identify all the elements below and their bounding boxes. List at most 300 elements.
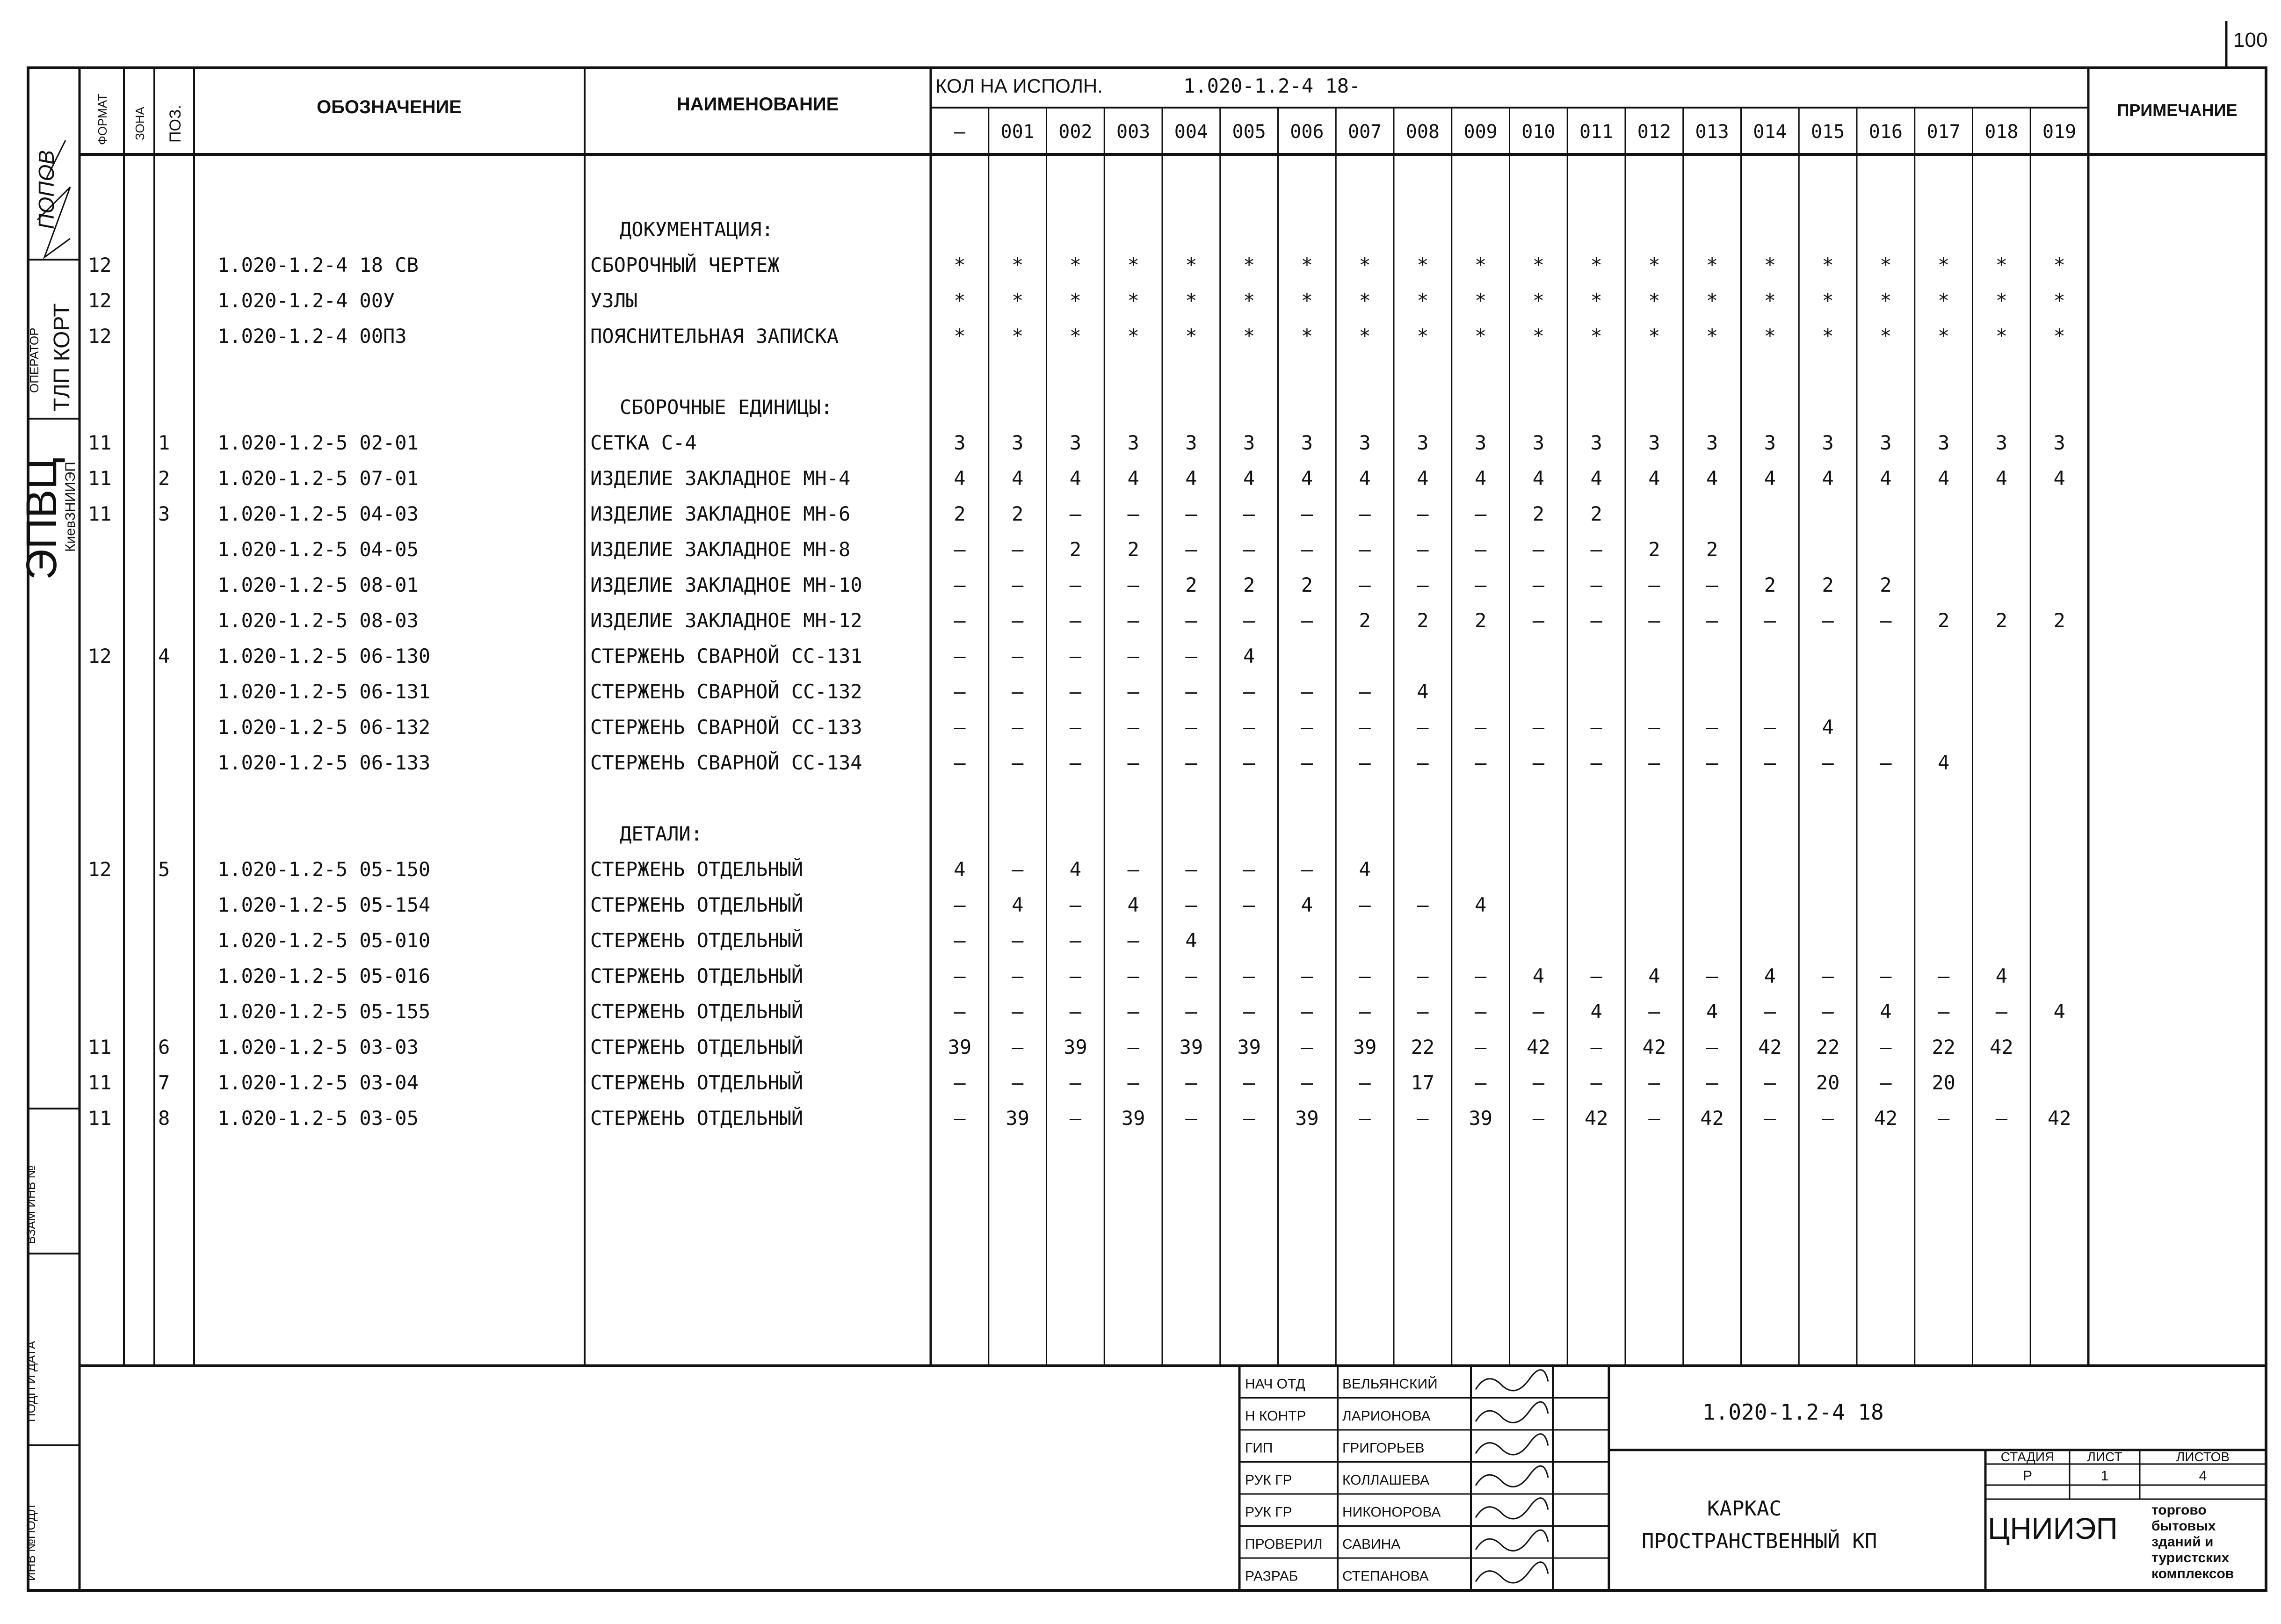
table-row	[88, 1106, 2071, 1130]
qty-cell: –	[1706, 609, 1718, 632]
qty-cell: *	[954, 289, 966, 312]
qty-cell: –	[1417, 751, 1429, 774]
sheet-value: 1	[2100, 1468, 2109, 1484]
qty-cell: 4	[1359, 467, 1371, 490]
qty-cell: 2	[1243, 573, 1255, 596]
row-designation: 1.020-1.2-4 00ПЗ	[217, 325, 407, 348]
qty-cell: –	[1822, 1107, 1834, 1130]
row-designation: 1.020-1.2-5 03-05	[217, 1107, 419, 1130]
qty-cell: 4	[1764, 467, 1776, 490]
signature	[1476, 1530, 1548, 1551]
qty-cell: –	[1069, 573, 1082, 596]
qty-cell: –	[1127, 680, 1139, 703]
qty-cell: –	[1185, 502, 1197, 525]
qty-cell: *	[1301, 325, 1313, 348]
row-position: 7	[158, 1071, 170, 1094]
qty-cell: 4	[1185, 467, 1197, 490]
qty-cell: *	[1706, 325, 1718, 348]
qty-cell: *	[1648, 254, 1660, 276]
qty-cell: –	[1532, 538, 1545, 561]
row-name: СБОРОЧНЫЙ ЧЕРТЕЖ	[590, 254, 780, 276]
table-row	[217, 680, 1429, 703]
row-designation: 1.020-1.2-5 05-016	[217, 964, 431, 987]
qty-cell: *	[1185, 325, 1197, 348]
qty-cell: 3	[1474, 431, 1487, 454]
qty-cell: *	[1706, 289, 1718, 312]
qty-cell: –	[1417, 1000, 1429, 1023]
qty-cell: 4	[1937, 467, 1950, 490]
header-format: ФОРМАТ	[95, 94, 109, 145]
row-designation: 1.020-1.2-5 05-010	[217, 929, 431, 952]
qty-cell: –	[1301, 680, 1313, 703]
qty-cell: 4	[1764, 964, 1776, 987]
table-row	[88, 325, 2065, 348]
qty-cell: –	[1301, 716, 1313, 739]
signer-name: САВИНА	[1342, 1537, 1401, 1552]
row-name: СТЕРЖЕНЬ СВАРНОЙ СС-133	[590, 716, 862, 739]
row-name: СТЕРЖЕНЬ СВАРНОЙ СС-131	[590, 645, 862, 667]
qty-cell: 4	[1069, 858, 1082, 881]
qty-cell: 17	[1411, 1071, 1435, 1094]
qty-cell: 3	[2053, 431, 2065, 454]
qty-cell: 4	[1185, 929, 1197, 952]
row-position: 3	[158, 502, 170, 525]
signer-role: ПРОВЕРИЛ	[1245, 1537, 1323, 1552]
title-line-1: КАРКАС	[1707, 1497, 1781, 1521]
qty-cell: 3	[1590, 431, 1602, 454]
qty-cell: 4	[1127, 893, 1139, 916]
qty-cell: 2	[1590, 502, 1602, 525]
qty-cell: 4	[1243, 467, 1255, 490]
qty-cell: 42	[1758, 1036, 1782, 1058]
qty-cell: *	[1822, 289, 1834, 312]
qty-cell: –	[1127, 1036, 1139, 1058]
signature	[1476, 1434, 1548, 1455]
qty-cell: *	[1532, 254, 1545, 276]
qty-cell: 39	[1353, 1036, 1377, 1058]
row-designation: 1.020-1.2-5 06-133	[217, 751, 431, 774]
qty-cell: –	[1185, 964, 1197, 987]
qty-cell: 4	[1937, 751, 1950, 774]
qty-cell: –	[1127, 573, 1139, 596]
qty-cell: *	[1648, 325, 1660, 348]
row-format: 11	[88, 502, 112, 525]
row-name: СТЕРЖЕНЬ ОТДЕЛЬНЫЙ	[590, 893, 804, 916]
qty-cell: –	[1011, 964, 1024, 987]
qty-cell: –	[1880, 1071, 1892, 1094]
qty-cell: –	[1764, 609, 1776, 632]
qty-cell: –	[1185, 751, 1197, 774]
qty-cell: –	[954, 609, 966, 632]
qty-cell: *	[1880, 254, 1892, 276]
stage-value: Р	[2022, 1468, 2033, 1484]
qty-cell: 3	[1185, 431, 1197, 454]
row-name: ПОЯСНИТЕЛЬНАЯ ЗАПИСКА	[590, 325, 839, 348]
qty-cell: –	[1069, 929, 1082, 952]
row-name: СТЕРЖЕНЬ ОТДЕЛЬНЫЙ	[590, 1071, 804, 1094]
title-line-2: ПРОСТРАНСТВЕННЫЙ КП	[1642, 1530, 1877, 1553]
qty-cell: –	[1127, 858, 1139, 881]
qty-cell: –	[1995, 1107, 2008, 1130]
qty-cell: 3	[1011, 431, 1024, 454]
row-designation: 1.020-1.2-5 03-03	[217, 1036, 419, 1058]
qty-cell: 3	[1822, 431, 1834, 454]
qty-cell: 4	[1301, 467, 1313, 490]
qty-cell: *	[1532, 325, 1545, 348]
qty-cell: –	[1590, 1036, 1602, 1058]
table-row	[217, 538, 1718, 561]
qty-cell: 39	[1179, 1036, 1203, 1058]
row-position: 8	[158, 1107, 170, 1130]
qty-cell: 3	[1995, 431, 2008, 454]
qty-cell: –	[1764, 1000, 1776, 1023]
qty-cell: *	[1706, 254, 1718, 276]
qty-cell: *	[1011, 289, 1024, 312]
qty-cell: –	[1243, 1107, 1255, 1130]
table-row	[88, 502, 1602, 525]
qty-cell: –	[1069, 751, 1082, 774]
qty-cell: –	[1069, 609, 1082, 632]
row-designation: 1.020-1.2-5 08-01	[217, 573, 419, 596]
qty-cell: –	[1359, 538, 1371, 561]
qty-cell: 2	[1880, 573, 1892, 596]
qty-cell: –	[1706, 716, 1718, 739]
qty-cell: 2	[1648, 538, 1660, 561]
qty-cell: *	[1880, 289, 1892, 312]
row-designation: 1.020-1.2-5 02-01	[217, 431, 419, 454]
qty-cell: *	[1764, 254, 1776, 276]
qty-cell: 4	[1069, 467, 1082, 490]
qty-cell: –	[954, 1000, 966, 1023]
qty-cell: –	[1243, 716, 1255, 739]
qty-cell: 3	[1532, 431, 1545, 454]
qty-cell: –	[1532, 609, 1545, 632]
qty-cell: 4	[1243, 645, 1255, 667]
qty-cell: 4	[1822, 716, 1834, 739]
qty-cell: –	[1127, 929, 1139, 952]
header-zone: ЗОНА	[133, 107, 147, 140]
qty-cell: –	[1301, 502, 1313, 525]
row-name: ИЗДЕЛИЕ ЗАКЛАДНОЕ МН-6	[590, 502, 851, 525]
sheets-value: 4	[2199, 1468, 2207, 1484]
row-name: ИЗДЕЛИЕ ЗАКЛАДНОЕ МН-10	[590, 573, 862, 596]
row-name: СТЕРЖЕНЬ ОТДЕЛЬНЫЙ	[590, 1036, 804, 1058]
qty-cell: *	[1069, 254, 1082, 276]
header-qty-doc: 1.020-1.2-4 18-	[1183, 74, 1361, 97]
qty-cell: –	[954, 1107, 966, 1130]
qty-cell: 4	[1532, 467, 1545, 490]
qty-cell: *	[1822, 254, 1834, 276]
row-name: СТЕРЖЕНЬ ОТДЕЛЬНЫЙ	[590, 964, 804, 987]
qty-cell: –	[1185, 858, 1197, 881]
qty-cell: *	[1127, 289, 1139, 312]
qty-cell: –	[1359, 573, 1371, 596]
qty-cell: –	[1880, 609, 1892, 632]
qty-cell: 2	[1764, 573, 1776, 596]
row-name: СТЕРЖЕНЬ ОТДЕЛЬНЫЙ	[590, 1000, 804, 1023]
qty-cell: 3	[1648, 431, 1660, 454]
qty-cell: 3	[1069, 431, 1082, 454]
qty-cell: –	[1127, 716, 1139, 739]
qty-column-header: 008	[1405, 121, 1440, 143]
qty-cell: –	[1243, 1071, 1255, 1094]
row-designation: 1.020-1.2-5 05-150	[217, 858, 431, 881]
table-row	[88, 1035, 2013, 1058]
qty-cell: –	[1185, 1107, 1197, 1130]
qty-column-header: 016	[1868, 121, 1903, 143]
row-designation: 1.020-1.2-5 03-04	[217, 1071, 419, 1094]
margin-author: ПОПОВ	[34, 150, 58, 229]
qty-cell: *	[1011, 325, 1024, 348]
qty-column-header: 015	[1811, 121, 1845, 143]
qty-cell: –	[1185, 893, 1197, 916]
qty-cell: –	[1243, 680, 1255, 703]
row-position: 1	[158, 431, 170, 454]
table-row	[88, 253, 2065, 276]
qty-cell: 39	[1064, 1036, 1087, 1058]
signer-role: Н КОНТР	[1245, 1408, 1306, 1424]
qty-cell: *	[1995, 254, 2008, 276]
qty-cell: –	[1532, 1107, 1545, 1130]
qty-cell: 4	[1648, 964, 1660, 987]
qty-cell: –	[1590, 751, 1602, 774]
qty-cell: 4	[1474, 893, 1487, 916]
qty-cell: *	[1359, 289, 1371, 312]
row-designation: 1.020-1.2-4 00У	[217, 289, 395, 312]
org-subtitle-line: комплексов	[2151, 1566, 2234, 1581]
qty-cell: –	[1359, 893, 1371, 916]
qty-cell: *	[1243, 325, 1255, 348]
qty-cell: –	[1937, 1107, 1950, 1130]
qty-cell: *	[1301, 289, 1313, 312]
qty-cell: –	[1417, 538, 1429, 561]
qty-cell: –	[1417, 716, 1429, 739]
qty-cell: –	[1301, 964, 1313, 987]
qty-cell: –	[1880, 1036, 1892, 1058]
qty-cell: –	[1764, 751, 1776, 774]
qty-cell: –	[1532, 573, 1545, 596]
qty-cell: –	[1532, 751, 1545, 774]
qty-cell: 42	[1874, 1107, 1898, 1130]
qty-cell: –	[1474, 502, 1487, 525]
qty-cell: –	[1127, 609, 1139, 632]
qty-cell: 4	[1532, 964, 1545, 987]
margin-evc: ЭПВЦ	[18, 457, 65, 580]
table-row	[217, 751, 1949, 774]
row-format: 11	[88, 1036, 112, 1058]
row-designation: 1.020-1.2-5 04-03	[217, 502, 419, 525]
row-name: ИЗДЕЛИЕ ЗАКЛАДНОЕ МН-12	[590, 609, 862, 632]
header-remarks: ПРИМЕЧАНИЕ	[2117, 101, 2238, 120]
qty-column-lines	[989, 108, 2031, 1366]
qty-cell: 4	[954, 858, 966, 881]
table-row	[217, 573, 1892, 596]
qty-cell: 2	[1301, 573, 1313, 596]
qty-cell: –	[1937, 964, 1950, 987]
qty-cell: –	[1822, 751, 1834, 774]
qty-cell: *	[1417, 254, 1429, 276]
signer-name: ВЕЛЬЯНСКИЙ	[1342, 1376, 1438, 1392]
qty-cell: 3	[954, 431, 966, 454]
row-position: 2	[158, 467, 170, 490]
qty-cell: –	[1764, 1071, 1776, 1094]
qty-cell: –	[954, 538, 966, 561]
org-subtitle-line: бытовых	[2151, 1518, 2216, 1534]
qty-cell: –	[1359, 1071, 1371, 1094]
qty-cell: –	[1185, 1071, 1197, 1094]
margin-operator-org: ТЛП КОРТ	[50, 303, 74, 412]
qty-cell: –	[1185, 1000, 1197, 1023]
qty-cell: –	[954, 573, 966, 596]
qty-cell: *	[1590, 254, 1602, 276]
qty-cell: 3	[1764, 431, 1776, 454]
section-title: СБОРОЧНЫЕ ЕДИНИЦЫ:	[620, 396, 833, 419]
stage-label: СТАДИЯ	[2000, 1450, 2055, 1464]
qty-cell: 4	[1011, 467, 1024, 490]
qty-cell: 3	[1706, 431, 1718, 454]
qty-cell: –	[1243, 502, 1255, 525]
qty-cell: –	[1417, 964, 1429, 987]
qty-cell: 2	[1937, 609, 1950, 632]
qty-cell: –	[1011, 573, 1024, 596]
qty-column-header: 001	[1000, 121, 1035, 143]
qty-cell: –	[954, 645, 966, 667]
qty-cell: –	[1301, 1036, 1313, 1058]
header-name: НАИМЕНОВАНИЕ	[676, 94, 839, 115]
row-designation: 1.020-1.2-5 06-130	[217, 645, 431, 667]
qty-cell: *	[1590, 325, 1602, 348]
qty-cell: –	[1301, 538, 1313, 561]
qty-cell: –	[1243, 1000, 1255, 1023]
qty-cell: *	[1243, 289, 1255, 312]
qty-cell: 4	[1417, 680, 1429, 703]
qty-cell: *	[2053, 325, 2065, 348]
row-designation: 1.020-1.2-5 08-03	[217, 609, 419, 632]
row-position: 6	[158, 1036, 170, 1058]
qty-cell: –	[1359, 964, 1371, 987]
table-row	[217, 928, 1197, 952]
spec-rows	[88, 218, 2071, 1130]
qty-cell: –	[1127, 1000, 1139, 1023]
header-pos: ПОЗ.	[167, 105, 184, 143]
qty-column-header: 005	[1232, 121, 1266, 143]
qty-cell: *	[1822, 325, 1834, 348]
sheet-label: ЛИСТ	[2087, 1450, 2122, 1464]
qty-cell: 4	[1301, 893, 1313, 916]
qty-cell: –	[954, 1071, 966, 1094]
qty-column-header: 007	[1348, 121, 1382, 143]
qty-cell: 39	[1237, 1036, 1261, 1058]
qty-cell: –	[954, 680, 966, 703]
table-row	[88, 1071, 1955, 1094]
signer-role: РАЗРАБ	[1245, 1568, 1298, 1584]
qty-cell: *	[1127, 254, 1139, 276]
qty-cell: –	[1011, 1071, 1024, 1094]
qty-cell: –	[1243, 538, 1255, 561]
qty-cell: –	[1474, 716, 1487, 739]
qty-cell: 4	[1590, 467, 1602, 490]
qty-cell: –	[954, 716, 966, 739]
qty-cell: –	[1880, 964, 1892, 987]
org-subtitle-line: туристских	[2151, 1550, 2230, 1566]
row-format: 12	[88, 858, 112, 881]
qty-cell: –	[1301, 751, 1313, 774]
qty-cell: –	[1011, 538, 1024, 561]
section-title: ДОКУМЕНТАЦИЯ:	[620, 218, 774, 241]
qty-cell: *	[2053, 289, 2065, 312]
qty-cell: –	[1764, 1107, 1776, 1130]
qty-cell: 42	[1584, 1107, 1608, 1130]
row-designation: 1.020-1.2-5 06-131	[217, 680, 431, 703]
table-row	[217, 964, 2007, 987]
title-doc-number: 1.020-1.2-4 18	[1702, 1399, 1884, 1425]
qty-cell: –	[1069, 1000, 1082, 1023]
qty-column-header: 018	[1984, 121, 2019, 143]
qty-cell: –	[1822, 1000, 1834, 1023]
qty-cell: –	[1127, 502, 1139, 525]
qty-cell: 4	[1359, 858, 1371, 881]
qty-cell: –	[1590, 609, 1602, 632]
qty-cell: *	[1937, 289, 1950, 312]
qty-cell: –	[1706, 1036, 1718, 1058]
qty-cell: –	[1532, 716, 1545, 739]
qty-cell: –	[1069, 964, 1082, 987]
qty-cell: 2	[1706, 538, 1718, 561]
signature	[1476, 1466, 1548, 1486]
qty-cell: –	[1474, 751, 1487, 774]
qty-cell: –	[1011, 751, 1024, 774]
qty-column-header: 019	[2042, 121, 2077, 143]
qty-cell: –	[1127, 751, 1139, 774]
qty-cell: 20	[1816, 1071, 1840, 1094]
table-row	[620, 822, 702, 845]
qty-cell: *	[1764, 325, 1776, 348]
qty-cell: 4	[1706, 467, 1718, 490]
qty-cell: 4	[2053, 1000, 2065, 1023]
qty-cell: 3	[1880, 431, 1892, 454]
signer-name: ЛАРИОНОВА	[1342, 1408, 1431, 1424]
signer-role: ГИП	[1245, 1440, 1273, 1456]
qty-cell: –	[1648, 1107, 1660, 1130]
qty-cell: –	[1359, 1000, 1371, 1023]
row-designation: 1.020-1.2-5 06-132	[217, 716, 431, 739]
row-name: СТЕРЖЕНЬ ОТДЕЛЬНЫЙ	[590, 929, 804, 952]
signer-role: НАЧ ОТД	[1245, 1376, 1305, 1392]
qty-cell: *	[1474, 289, 1487, 312]
qty-cell: 39	[1006, 1107, 1029, 1130]
qty-cell: –	[954, 751, 966, 774]
row-name: УЗЛЫ	[590, 289, 638, 312]
qty-cell: –	[1069, 1071, 1082, 1094]
qty-cell: –	[1127, 964, 1139, 987]
qty-cell: 22	[1816, 1036, 1840, 1058]
page-number: 100	[2233, 29, 2268, 51]
qty-cell: –	[1127, 1071, 1139, 1094]
row-format: 11	[88, 431, 112, 454]
qty-cell: –	[1417, 573, 1429, 596]
qty-cell: –	[1127, 645, 1139, 667]
section-title: ДЕТАЛИ:	[620, 822, 703, 845]
row-designation: 1.020-1.2-5 07-01	[217, 467, 419, 490]
qty-cell: 42	[1700, 1107, 1724, 1130]
qty-cell: *	[1648, 289, 1660, 312]
qty-cell: –	[1011, 1000, 1024, 1023]
qty-cell: *	[1764, 289, 1776, 312]
row-designation: 1.020-1.2-5 05-154	[217, 893, 431, 916]
qty-cell: 3	[1937, 431, 1950, 454]
qty-cell: –	[1359, 502, 1371, 525]
qty-cell: –	[1706, 1071, 1718, 1094]
